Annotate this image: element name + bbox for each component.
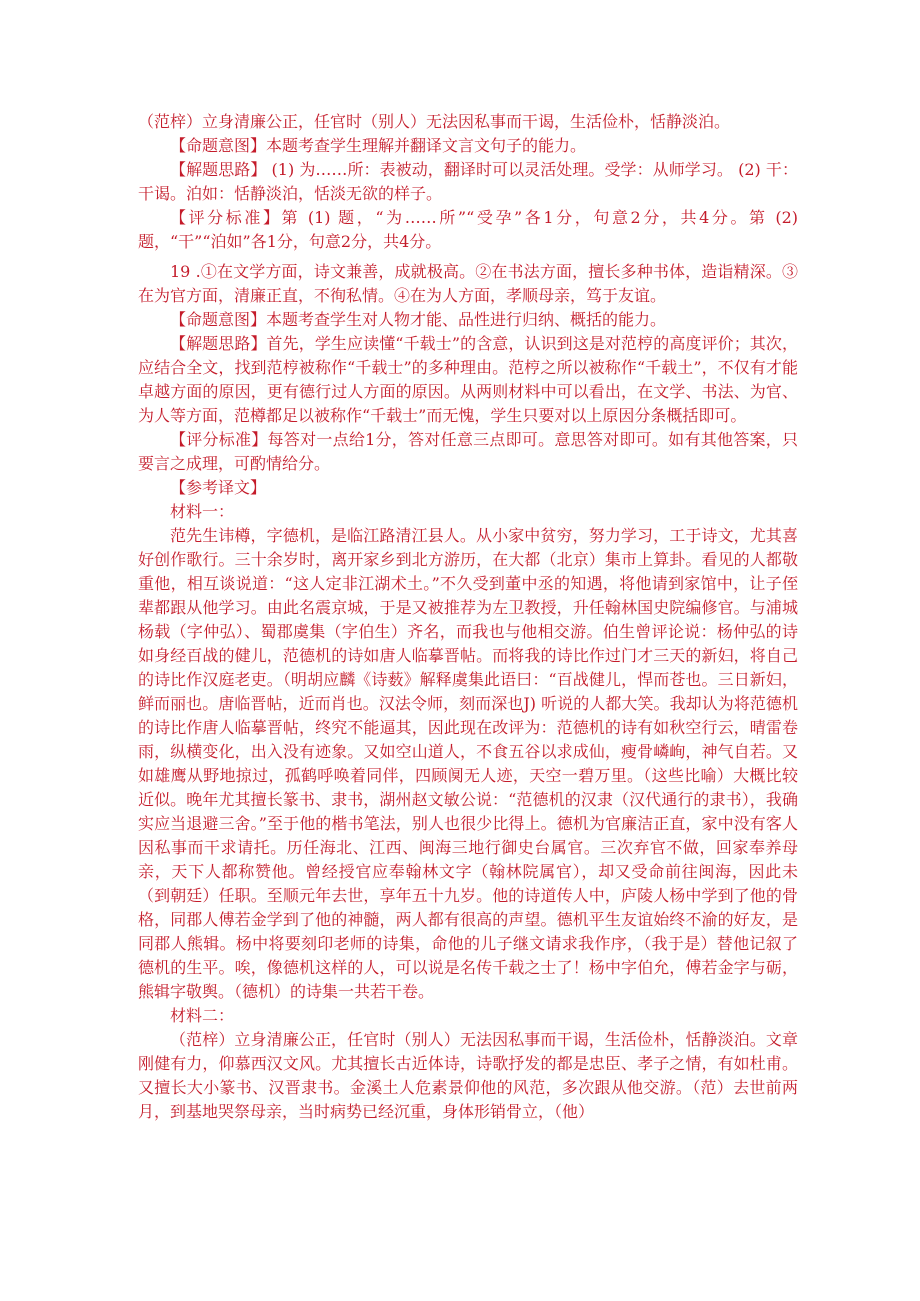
- material-one-heading: 材料一：: [170, 502, 235, 521]
- reference-translation-heading: 【参考译文】: [170, 478, 267, 497]
- intent-note: 【命题意图】本题考查学生对人物才能、品性进行归纳、概括的能力。: [170, 310, 667, 329]
- solution-idea: 【解题思路】首先，学生应读懂“千载士”的含意，认识到这是对范梈的高度评价；其次，应结合全文，找到范梈被称作“千载士”的多种理由。范梈之所以被称作“千载土”，不仅有才能卓越方面的原因，更有德行过人方面的原因。从两则材料中可以看出，在文学、书法、为官、为人等方面，范樽都足以被称作“千载士”而无愧，学生只要对以上原因分条概括即可。: [138, 334, 798, 425]
- solution-idea: 【解题思路】 (1) 为……所：表被动，翻译时可以灵活处理。受学：从师学习。 (2) 干：干谒。泊如：恬静淡泊，恬淡无欲的样子。: [138, 160, 798, 203]
- intent-note: 【命题意图】本题考查学生理解并翻译文言文句子的能力。: [170, 136, 587, 155]
- material-two-text: （范梓）立身清廉公正，任官时（别人）无法因私事而干谒，生活俭朴，恬静淡泊。文章刚健有力，仰慕西汉文风。尤其擅长古近体诗，诗歌抒发的都是忠臣、孝子之情，有如杜甫。又擅长大小篆书、汉晋隶书。金溪土人危素景仰他的风范，多次跟从他交游。（范）去世前两月，到基地哭祭母亲，当时病势已经沉重，身体形销骨立，（他）: [138, 1030, 798, 1121]
- translation-line: （范梓）立身清廉公正，任官时（别人）无法因私事而干谒，生活俭朴，恬静淡泊。: [138, 112, 731, 131]
- material-one-text: 范先生讳樽，字德机，是临江路清江县人。从小家中贫穷，努力学习，工于诗文，尤其喜好创作歌行。三十余岁时，离开家乡到北方游历，在大都（北京）集市上算卦。看见的人都敬重他，相互谈说道：“这人定非江湖术土。”不久受到董中丞的知遇，将他请到家馆中，让子侄辈都跟从他学习。由此名震京城，于是又被推荐为左卫教授，升任翰林国史院编修官。与浦城杨载（字仲弘）、蜀郡虞集（字伯生）齐名，而我也与他相交游。伯生曾评论说：杨仲弘的诗如身经百战的健儿，范德机的诗如唐人临摹晋帖。而将我的诗比作过门才三天的新妇，将自己的诗比作汉庭老吏。（明胡应麟《诗薮》解释虞集此语曰：“百战健儿，悍而苍也。三日新妇，鲜而丽也。唐临晋帖，近而肖也。汉法令师，刻而深也J) 听说的人都大笑。我却认为将范德机的诗比作唐人临摹晋帖，终究不能逼其，因此现在改评为：范德机的诗有如秋空行云，晴雷卷雨，纵横变化，出入没有迹象。又如空山道人，不食五谷以求成仙，瘦骨嶙峋，神气自若。又如雄鹰从野地掠过，孤鹤呼唤着同伴，四顾阒无人迹，天空一碧万里。（这些比喻）大概比较近似。晚年尤其擅长篆书、隶书，湖州赵文敏公说：“范德机的汉隶（汉代通行的隶书），我确实应当退避三舍。”至于他的楷书笔法，别人也很少比得上。德机为官廉洁正直，家中没有客人因私事而干求请托。历任海北、江西、闽海三地行御史台属官。三次弃官不做，回家奉养母亲，天下人都称赞他。曾经授官应奉翰林文字（翰林院属官），却又受命前往闽海，因此未（到朝廷）任职。至顺元年去世，享年五十九岁。他的诗道传人中，庐陵人杨中学到了他的骨格，同郡人傅若金学到了他的神髓，两人都有很高的声望。德机平生友谊始终不渝的好友，是同郡人熊辑。杨中将要刻印老师的诗集，命他的儿子继文请求我作序，（我于是）替他记叙了德机的生平。唉，像德机这样的人，可以说是名传千载之士了！杨中字伯允，傅若金字与砺，熊辑字敬舆。（德机）的诗集一共若干卷。: [138, 526, 798, 1001]
- scoring-standard: 【评分标准】第 (1) 题，“为……所”“受孕”各1分，句意2分，共4分。第 (2) 题，“干”“泊如”各1分，句意2分，共4分。: [138, 208, 798, 251]
- question-19-answer: 19 .①在文学方面，诗文兼善，成就极高。②在书法方面，擅长多种书体，造诣精深。③在为官方面，清廉正直，不徇私情。④在为人方面，孝顺母亲，笃于友谊。: [138, 262, 798, 305]
- material-two-heading: 材料二：: [170, 1006, 235, 1025]
- scoring-standard: 【评分标准】每答对一点给1分，答对任意三点即可。意思答对即可。如有其他答案，只要言之成理，可酌情给分。: [138, 430, 798, 473]
- document-body: [138, 110, 798, 1124]
